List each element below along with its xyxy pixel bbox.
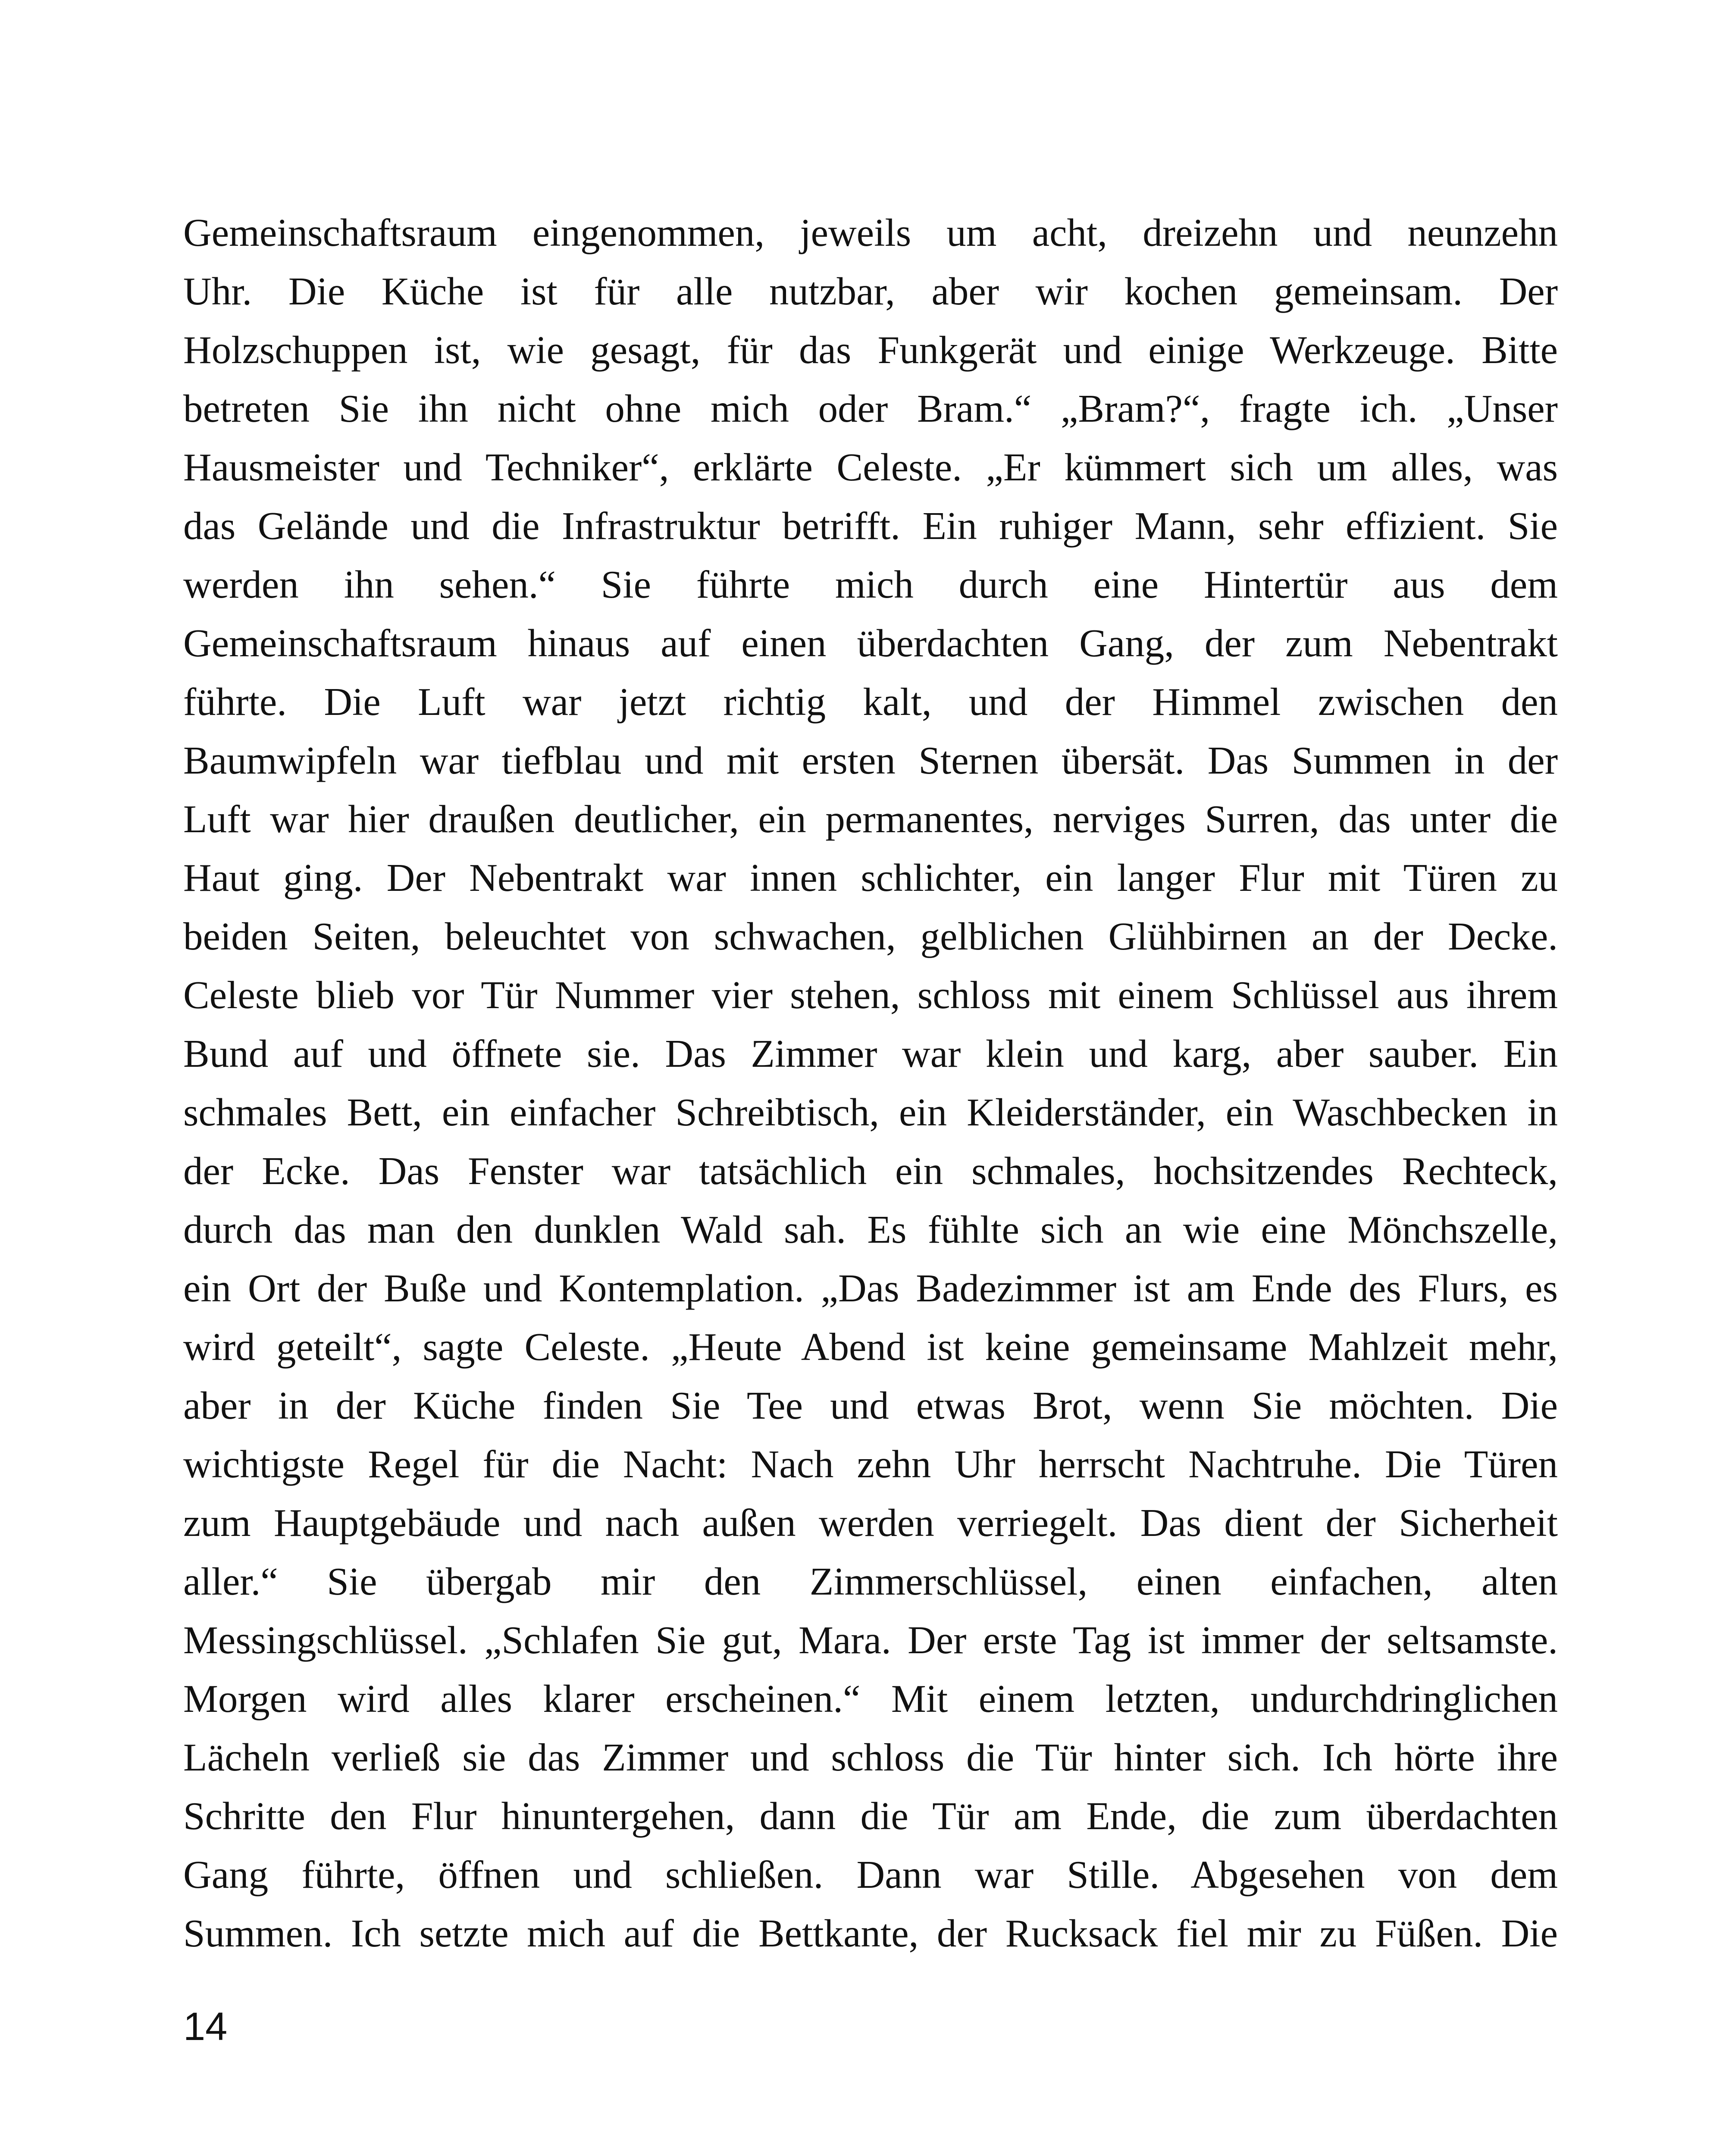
text-line: Schritte den Flur hinuntergehen, dann die Tür am Ende, die zum überdachten bbox=[183, 1794, 1558, 1838]
text-line: aller.“ Sie übergab mir den Zimmerschlüssel, einen einfachen, alten bbox=[183, 1560, 1558, 1603]
text-line: wichtigste Regel für die Nacht: Nach zehn Uhr herrscht Nachtruhe. Die Türen bbox=[183, 1442, 1558, 1486]
text-line: Morgen wird alles klarer erscheinen.“ Mit einem letzten, undurchdringlichen bbox=[183, 1677, 1558, 1720]
text-line: führte. Die Luft war jetzt richtig kalt, und der Himmel zwischen den bbox=[183, 680, 1558, 724]
text-line: Haut ging. Der Nebentrakt war innen schlichter, ein langer Flur mit Türen zu bbox=[183, 856, 1558, 899]
page-number: 14 bbox=[183, 2005, 228, 2049]
text-line: zum Hauptgebäude und nach außen werden verriegelt. Das dient der Sicherheit bbox=[183, 1501, 1558, 1545]
text-line: Baumwipfeln war tiefblau und mit ersten Sternen übersät. Das Summen in der bbox=[183, 739, 1558, 782]
text-line: aber in der Küche finden Sie Tee und etwas Brot, wenn Sie möchten. Die bbox=[183, 1384, 1558, 1427]
text-line: ein Ort der Buße und Kontemplation. „Das Badezimmer ist am Ende des Flurs, es bbox=[183, 1266, 1558, 1310]
text-line: Gemeinschaftsraum eingenommen, jeweils um acht, dreizehn und neunzehn bbox=[183, 211, 1558, 254]
text-line: Messingschlüssel. „Schlafen Sie gut, Mara. Der erste Tag ist immer der seltsamste. bbox=[183, 1618, 1558, 1662]
text-line: betreten Sie ihn nicht ohne mich oder Bram.“ „Bram?“, fragte ich. „Unser bbox=[183, 387, 1558, 430]
text-line: der Ecke. Das Fenster war tatsächlich ein schmales, hochsitzendes Rechteck, bbox=[183, 1149, 1558, 1193]
text-line: Uhr. Die Küche ist für alle nutzbar, aber wir kochen gemeinsam. Der bbox=[183, 270, 1558, 313]
text-line: durch das man den dunklen Wald sah. Es fühlte sich an wie eine Mönchszelle, bbox=[183, 1208, 1558, 1251]
text-line: schmales Bett, ein einfacher Schreibtisch, ein Kleiderständer, ein Waschbecken in bbox=[183, 1091, 1558, 1134]
text-line: beiden Seiten, beleuchtet von schwachen, gelblichen Glühbirnen an der Decke. bbox=[183, 915, 1558, 958]
text-line: Summen. Ich setzte mich auf die Bettkante, der Rucksack fiel mir zu Füßen. Die bbox=[183, 1912, 1558, 1955]
body-text bbox=[183, 204, 1558, 1963]
text-line: Luft war hier draußen deutlicher, ein permanentes, nerviges Surren, das unter die bbox=[183, 797, 1558, 841]
text-line: Celeste blieb vor Tür Nummer vier stehen, schloss mit einem Schlüssel aus ihrem bbox=[183, 973, 1558, 1017]
text-line: Bund auf und öffnete sie. Das Zimmer war klein und karg, aber sauber. Ein bbox=[183, 1032, 1558, 1075]
text-line: Gemeinschaftsraum hinaus auf einen überdachten Gang, der zum Nebentrakt bbox=[183, 621, 1558, 665]
text-line: Lächeln verließ sie das Zimmer und schloss die Tür hinter sich. Ich hörte ihre bbox=[183, 1736, 1558, 1779]
text-line: wird geteilt“, sagte Celeste. „Heute Abend ist keine gemeinsame Mahlzeit mehr, bbox=[183, 1325, 1558, 1369]
text-line: Hausmeister und Techniker“, erklärte Celeste. „Er kümmert sich um alles, was bbox=[183, 445, 1558, 489]
text-line: das Gelände und die Infrastruktur betrifft. Ein ruhiger Mann, sehr effizient. Sie bbox=[183, 504, 1558, 548]
text-line: Holzschuppen ist, wie gesagt, für das Funkgerät und einige Werkzeuge. Bitte bbox=[183, 328, 1558, 372]
text-line: werden ihn sehen.“ Sie führte mich durch eine Hintertür aus dem bbox=[183, 563, 1558, 606]
text-line: Gang führte, öffnen und schließen. Dann war Stille. Abgesehen von dem bbox=[183, 1853, 1558, 1896]
